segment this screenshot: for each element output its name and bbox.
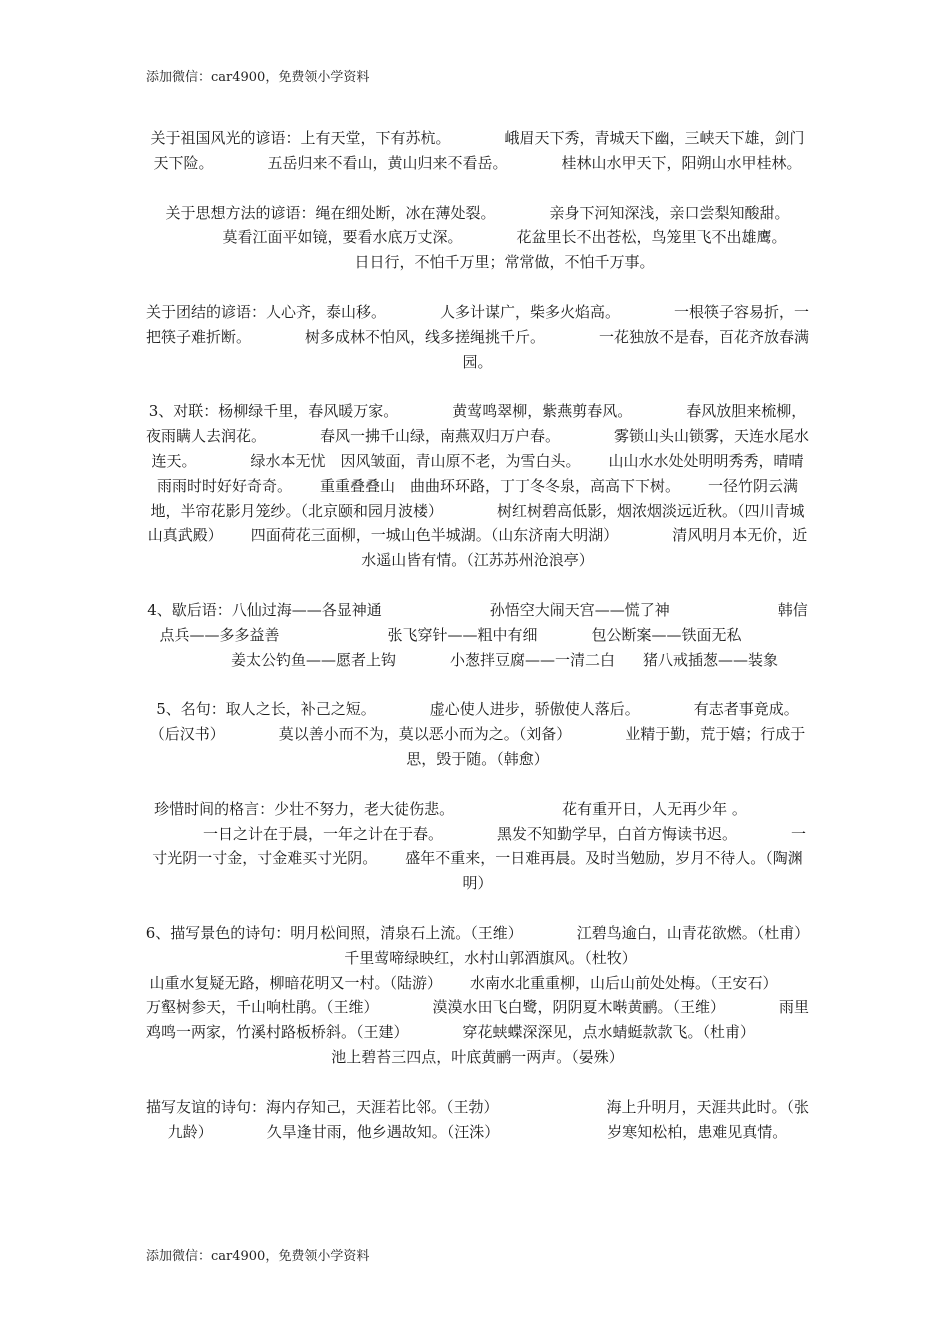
motto: 盛年不重来，一日难再晨。及时当勉励，岁月不待人。（陶渊明）: [405, 849, 803, 893]
couplet: 3、对联：杨柳绿千里，春风暖万家。: [148, 402, 399, 421]
couplet: 重重叠叠山 曲曲环环路，丁丁冬冬泉，高高下下树。: [319, 476, 680, 495]
couplets: [145, 399, 810, 573]
poem-line: 雨里鸡鸣一两家，竹溪村路板桥斜。（王建）: [145, 998, 810, 1042]
xiehouyu-item: 猪八戒插葱——装象: [643, 650, 779, 669]
couplet: 一径竹阴云满地，半帘花影月笼纱。（北京颐和园月波楼）: [150, 476, 799, 520]
couplet: 春风放胆来梳柳，夜雨瞒人去润花。: [145, 402, 807, 446]
quote: 有志者事竟成。（后汉书）: [149, 700, 799, 744]
unity-proverbs: [145, 300, 810, 374]
motto: 珍惜时间的格言：少壮不努力，老大徒伤悲。: [154, 799, 455, 818]
motto: 一日之计在于晨，一年之计在于春。: [202, 824, 443, 843]
unity-proverb: 人多计谋广，柴多火焰高。: [439, 302, 620, 321]
poem-line: 海上升明月，天涯共此时。（张九龄）: [167, 1097, 810, 1141]
motto: 黑发不知勤学早，白首方悔读书迟。: [496, 824, 737, 843]
quote: 5、名句：取人之长，补己之短。: [156, 700, 376, 719]
couplet: 四面荷花三面柳，一城山色半城湖。（山东济南大明湖）: [250, 526, 619, 545]
poem-line: 岁寒知松柏，患难见真情。: [607, 1122, 788, 1141]
quote: 莫以善小而不为，莫以恶小而为之。（刘备）: [278, 725, 572, 744]
method-proverb: 日日行，不怕千万里；常常做，不怕千万事。: [354, 253, 655, 272]
poem-line: 万壑树参天，千山响杜鹃。（王维）: [145, 998, 379, 1017]
method-proverb: 亲身下河知深浅，亲口尝梨知酸甜。: [549, 203, 790, 222]
motto: 一寸光阴一寸金，寸金难买寸光阴。: [152, 824, 807, 868]
method-proverbs: [145, 201, 810, 275]
quote: 业精于勤，荒于嬉；行成于思，毁于随。（韩愈）: [406, 725, 806, 768]
scenery-proverb: 五岳归来不看山，黄山归来不看岳。: [267, 153, 508, 172]
quote: 虚心使人进步，骄傲使人落后。: [429, 700, 640, 719]
poem-line: 山重水复疑无路，柳暗花明又一村。（陆游）: [149, 973, 442, 992]
scenery-proverb: 关于祖国风光的谚语：上有天堂，下有苏杭。: [150, 129, 451, 147]
couplet: 春风一拂千山绿，南燕双归万户春。: [319, 427, 560, 446]
scenery-poems: [145, 921, 810, 1070]
poem-line: 水南水北重重柳，山后山前处处梅。（王安石）: [470, 973, 778, 992]
unity-proverb: 一花独放不是春，百花齐放春满园。: [462, 327, 810, 371]
couplet: 山山水水处处明明秀秀，晴晴雨雨时时好好奇奇。: [156, 451, 804, 495]
unity-proverb: 一根筷子容易折，一把筷子难折断。: [145, 302, 810, 346]
document-body: [145, 126, 810, 1144]
friendship-poems: [145, 1095, 810, 1145]
poem-line: 描写友谊的诗句：海内存知己，天涯若比邻。（王勃）: [145, 1097, 499, 1116]
famous-quotes: [145, 697, 810, 771]
poem-line: 江碧鸟逾白，山青花欲燃。（杜甫）: [576, 923, 810, 942]
xiehouyu-item: 小葱拌豆腐——一清二白: [449, 650, 615, 669]
couplet: 清风明月本无价，近水遥山皆有情。（江苏苏州沧浪亭）: [361, 526, 808, 570]
poem-line: 久旱逢甘雨，他乡遇故知。（汪洙）: [266, 1122, 500, 1141]
xiehouyu-item: 张飞穿针——粗中有细: [387, 625, 538, 644]
scenery-proverb: 桂林山水甲天下，阳朔山水甲桂林。: [561, 153, 802, 172]
xiehouyu-item: 韩信点兵——多多益善: [159, 600, 808, 644]
motto: 花有重开日，人无再少年 。: [562, 799, 747, 818]
method-proverb: 莫看江面平如镜，要看水底万丈深。: [222, 228, 463, 247]
page-header: 添加微信：car4900，免费领小学资料: [146, 70, 370, 85]
page-footer: 添加微信：car4900，免费领小学资料: [146, 1249, 370, 1264]
couplet: 黄莺鸣翠柳，紫燕剪春风。: [452, 402, 633, 421]
scenery-proverb: 峨眉天下秀，青城天下幽，三峡天下雄，剑门天下险。: [153, 129, 805, 172]
unity-proverb: 树多成林不怕风，线多搓绳挑千斤。: [304, 327, 545, 346]
poem-line: 6、描写景色的诗句：明月松间照，清泉石上流。（王维）: [145, 923, 523, 942]
xiehouyu-item: 孙悟空大闹天宫——慌了神: [489, 600, 670, 619]
method-proverb: 花盆里长不出苍松，鸟笼里飞不出雄鹰。: [516, 228, 787, 247]
poem-line: 千里莺啼绿映红，水村山郭酒旗风。（杜牧）: [344, 948, 637, 967]
poem-line: 穿花蛱蝶深深见，点水蜻蜓款款飞。（杜甫）: [462, 1023, 756, 1042]
time-mottos: [145, 797, 810, 896]
couplet: 绿水本无忧 因风皱面，青山原不老，为雪白头。: [250, 451, 581, 470]
method-proverb: 关于思想方法的谚语：绳在细处断，冰在薄处裂。: [165, 203, 496, 222]
couplet: 树红树碧高低影，烟浓烟淡远近秋。（四川青城山真武殿）: [147, 501, 805, 545]
couplet: 雾锁山头山锁雾，天连水尾水连天。: [151, 427, 810, 470]
unity-proverb: 关于团结的谚语：人心齐，泰山移。: [145, 302, 386, 321]
xiehouyu-item: 姜太公钓鱼——愿者上钩: [230, 650, 396, 669]
xiehouyu-item: 4、歇后语：八仙过海——各显神通: [147, 600, 382, 619]
xiehouyu: [145, 598, 810, 672]
poem-line: 漠漠水田飞白鹭，阴阴夏木啭黄鹂。（王维）: [432, 998, 725, 1017]
scenery-proverbs: [145, 126, 810, 176]
poem-line: 池上碧苔三四点，叶底黄鹂一两声。（晏殊）: [331, 1047, 624, 1066]
xiehouyu-item: 包公断案——铁面无私: [591, 625, 742, 644]
